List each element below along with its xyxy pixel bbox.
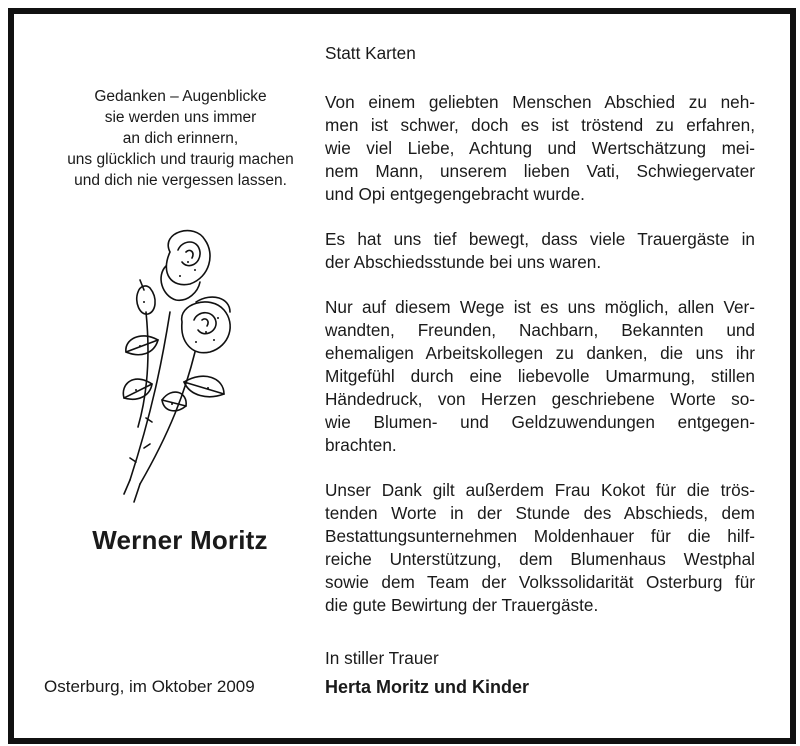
poem-line: Gedanken – Augenblicke	[94, 88, 267, 105]
paragraph-line: Bestattungsunternehmen Moldenhauer für die hilf-	[325, 526, 755, 546]
rose-illustration	[100, 222, 260, 522]
paragraph-line: Unser Dank gilt außerdem Frau Kokot für die trös-	[325, 480, 755, 500]
paragraph-line: Von einem geliebten Menschen Abschied zu neh-	[325, 92, 755, 112]
notice-text	[325, 42, 755, 639]
paragraph-line: men ist schwer, doch es ist tröstend zu erfahren,	[325, 115, 755, 135]
place-date: Osterburg, im Oktober 2009	[44, 677, 255, 696]
paragraph	[325, 228, 755, 274]
paragraph	[325, 296, 755, 457]
paragraph-line: Nur auf diesem Wege ist es uns möglich, allen Ver-	[325, 297, 755, 317]
deceased-name: Werner Moritz	[92, 525, 268, 555]
poem-line: an dich erinnern,	[122, 130, 239, 147]
paragraph-line: und Opi entgegengebracht wurde.	[325, 184, 585, 204]
paragraph-line: tenden Worte in der Stunde des Abschieds, dem	[325, 503, 755, 523]
poem-line: und dich nie vergessen lassen.	[74, 172, 287, 189]
paragraph-line: sowie dem Team der Volkssolidarität Osterburg für	[325, 572, 755, 592]
paragraph-line: die gute Bewirtung der Trauergäste.	[325, 595, 599, 615]
paragraph-line: wandten, Freunden, Nachbarn, Bekannten und	[325, 320, 755, 340]
poem-line: sie werden uns immer	[104, 109, 257, 126]
paragraph	[325, 479, 755, 617]
paragraph-line: brachten.	[325, 435, 397, 455]
paragraph-line: wie Blumen- und Geldzuwendungen entgegen-	[325, 412, 755, 432]
paragraph-line: wie viel Liebe, Achtung und Wertschätzung mei-	[325, 138, 755, 158]
paragraph-line: reiche Unterstützung, dem Blumenhaus Westphal	[325, 549, 755, 569]
paragraph-line: nem Mann, unserem lieben Vati, Schwiegervater	[325, 161, 755, 181]
mourners-signature: Herta Moritz und Kinder	[325, 677, 530, 697]
paragraph-line: ehemaligen Arbeitskollegen zu danken, die uns ihr	[325, 343, 755, 363]
paragraph-line: der Abschiedsstunde bei uns waren.	[325, 252, 602, 272]
paragraph	[325, 91, 755, 206]
paragraph-line: Mitgefühl durch eine liebevolle Umarmung, stillen	[325, 366, 755, 386]
poem-line: uns glücklich und traurig machen	[67, 151, 294, 168]
notice-heading: Statt Karten	[325, 43, 416, 63]
paragraph-line: Händedruck, von Herzen geschriebene Worte so-	[325, 389, 755, 409]
paragraph-line: Es hat uns tief bewegt, dass viele Trauergäste in	[325, 229, 755, 249]
closing-phrase: In stiller Trauer	[325, 648, 439, 668]
memorial-poem	[38, 86, 323, 191]
